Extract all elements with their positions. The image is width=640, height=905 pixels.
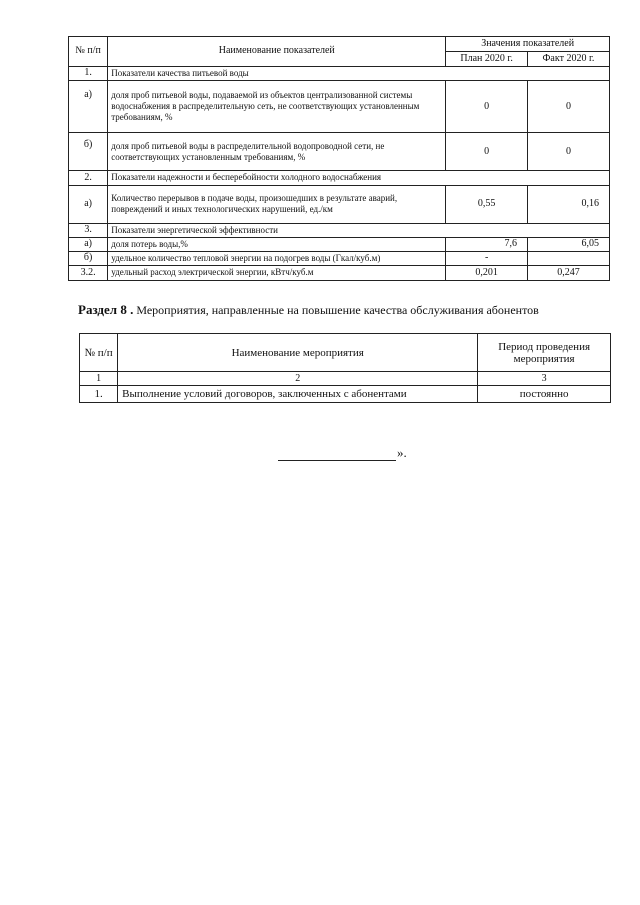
row-name: Количество перерывов в подаче воды, произошедших в результате аварий, повреждений и иных технологических нарушений, ед./км — [108, 185, 446, 223]
row-num: а) — [69, 185, 108, 223]
section-row — [69, 223, 610, 237]
row-plan: - — [446, 252, 528, 266]
row-num: 2. — [69, 171, 108, 185]
row-period: постоянно — [478, 386, 611, 403]
row-plan: 0 — [446, 133, 528, 171]
row-fact: 0 — [527, 133, 609, 171]
closing-quote: ». — [397, 445, 407, 460]
row-plan: 7,6 — [446, 237, 528, 251]
table-row — [69, 237, 610, 251]
row-plan: 0,55 — [446, 185, 528, 223]
row-name: удельное количество тепловой энергии на подогрев воды (Гкал/куб.м) — [108, 252, 446, 266]
table-header-row — [69, 37, 610, 52]
row-fact: 6,05 — [527, 237, 609, 251]
row-plan: 0,201 — [446, 266, 528, 280]
column-header-num: № п/п — [80, 334, 118, 372]
column-header-name: Наименование показателей — [108, 37, 446, 67]
row-num: а) — [69, 81, 108, 133]
signature-line — [278, 452, 396, 461]
row-num: а) — [69, 237, 108, 251]
row-num: 1. — [69, 67, 108, 81]
row-fact — [527, 252, 609, 266]
column-numbers-row — [80, 372, 611, 386]
row-fact: 0,247 — [527, 266, 609, 280]
section-8-label: Раздел 8 . — [78, 302, 134, 317]
table-row — [80, 386, 611, 403]
table-row — [69, 252, 610, 266]
indicators-table — [68, 36, 610, 281]
section-8-heading — [78, 302, 539, 318]
column-header-fact: Факт 2020 г. — [527, 52, 609, 67]
row-num: б) — [69, 133, 108, 171]
row-num: 3. — [69, 223, 108, 237]
column-header-plan: План 2020 г. — [446, 52, 528, 67]
measures-table — [79, 333, 611, 403]
row-fact: 0 — [527, 81, 609, 133]
column-number: 2 — [118, 372, 478, 386]
row-name: доля проб питьевой воды, подаваемой из объектов централизованной системы водоснабжения в распределительную сеть, не соответствующих установленным требованиям, % — [108, 81, 446, 133]
row-num: 1. — [80, 386, 118, 403]
section-title: Показатели энергетической эффективности — [108, 223, 610, 237]
row-fact: 0,16 — [527, 185, 609, 223]
table-row — [69, 266, 610, 280]
table-row — [69, 133, 610, 171]
column-number: 3 — [478, 372, 611, 386]
row-num: б) — [69, 252, 108, 266]
column-header-period: Период проведения мероприятия — [478, 334, 611, 372]
table-row — [69, 81, 610, 133]
row-name: доля потерь воды,% — [108, 237, 446, 251]
table-header-row — [80, 334, 611, 372]
row-name: Выполнение условий договоров, заключенных с абонентами — [118, 386, 478, 403]
row-num: 3.2. — [69, 266, 108, 280]
row-name: удельный расход электрической энергии, кВтч/куб.м — [108, 266, 446, 280]
column-header-num: № п/п — [69, 37, 108, 67]
section-title: Показатели надежности и бесперебойности холодного водоснабжения — [108, 171, 610, 185]
table-row — [69, 185, 610, 223]
row-plan: 0 — [446, 81, 528, 133]
section-8-title: Мероприятия, направленные на повышение качества обслуживания абонентов — [136, 303, 539, 317]
section-row — [69, 171, 610, 185]
column-header-values: Значения показателей — [446, 37, 610, 52]
column-header-name: Наименование мероприятия — [118, 334, 478, 372]
row-name: доля проб питьевой воды в распределительной водопроводной сети, не соответствующих установленным требованиям, % — [108, 133, 446, 171]
section-row — [69, 67, 610, 81]
section-title: Показатели качества питьевой воды — [108, 67, 610, 81]
column-number: 1 — [80, 372, 118, 386]
